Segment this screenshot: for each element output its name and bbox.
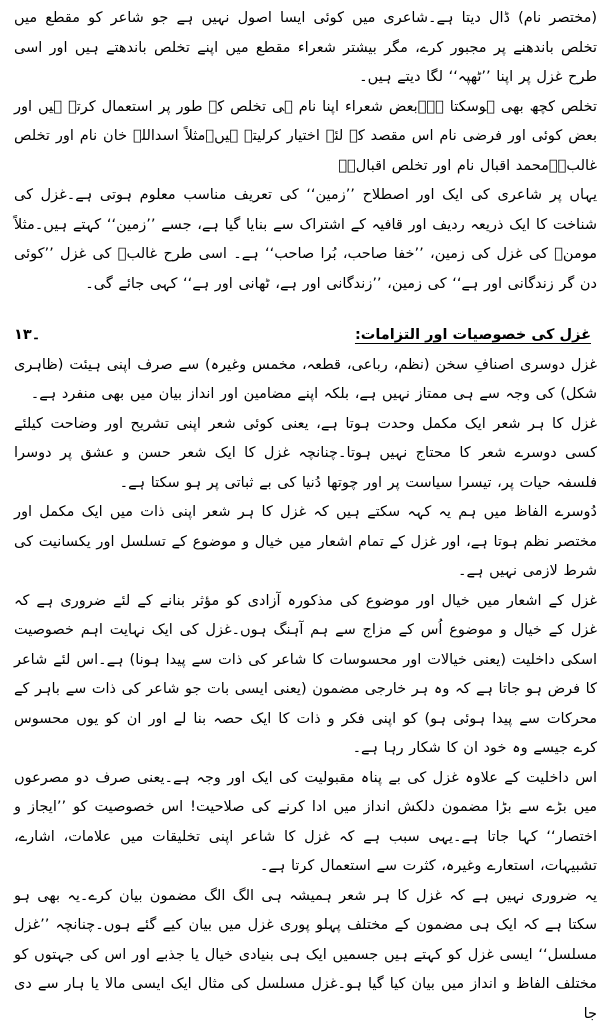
paragraph-ijaz-ikhtisar: اس داخلیت کے علاوہ غزل کی بے پناہ مقبولیت کی ایک اور وجہ ہے۔یعنی صرف دو مصرعوں میں بڑے سے بڑا مضمون دلکش انداز میں ادا کرنے کی صلاحیت! اس خصوصیت کو ’’ایجاز و اختصار‘‘ کہا جاتا ہے۔یہی سبب ہے کہ غزل کا شاعر اپنی تخلیقات میں علامات، اشارے، تشبیہات، استعارے وغیرہ، کثرت سے استعمال کرتا ہے۔ (14, 764, 597, 882)
paragraph-takhallus-examples: تخلص کچھ بھی ہوسکتا ہے۔بعض شعراء اپنا نام ہی تخلص کے طور پر استعمال کرتے ہیں اور بعض کوئی اور فرضی نام اس مقصد کے لئے اختیار کرلیتے ہیں۔مثلاً اسداللہ خان نام اور تخلص غالبؔ۔محمد اقبال نام اور تخلص اقبالؔ۔ (14, 93, 597, 182)
paragraph-ghazal-distinct: غزل دوسری اصنافِ سخن (نظم، رباعی، قطعہ، مخمس وغیرہ) سے صرف اپنی ہیئت (ظاہری شکل) کی وجہ سے ہی ممتاز نہیں ہے، بلکہ اپنے مضامین اور انداز بیان میں بھی منفرد ہے۔ (14, 351, 597, 410)
section-title: غزل کی خصوصیات اور التزامات: (355, 321, 597, 351)
paragraph-ghazal-musalsal: یہ ضروری نہیں ہے کہ غزل کا ہر شعر ہمیشہ ہی الگ الگ مضمون بیان کرے۔یہ بھی ہو سکتا ہے کہ ایک ہی مضمون کے مختلف پہلو پوری غزل میں بیان کیے گئے ہوں۔چنانچہ ’’غزل مسلسل‘‘ ایسی غزل کو کہتے ہیں جسمیں ایک ہی بنیادی خیال یا جذبے اور اس کی جہتوں کو مختلف الفاظ و انداز میں بیان کیا گیا ہو۔غزل مسلسل کی مثال ایک ایسی مالا یا ہار سے دی جا (14, 882, 597, 1029)
section-spacer (14, 299, 597, 321)
section-number: ۱۔۳ (14, 321, 48, 351)
section-heading (14, 321, 597, 351)
paragraph-dakhiliyat: غزل کے اشعار میں خیال اور موضوع کی مذکورہ آزادی کو مؤثر بنانے کے لئے ضروری ہے کہ غزل کے خیال و موضوع اُس کے مزاج سے ہم آہنگ ہوں۔غزل کی ایک نہایت اہم خصوصیت اسکی داخلیت (یعنی خیالات اور محسوسات کا شاعر کی ذات سے پیدا ہونا) ہے۔اس لئے شاعر کا فرض ہو جاتا ہے کہ وہ ہر خارجی مضمون (یعنی ایسی بات جو شاعر کی ذات سے باہر کے محرکات سے پیدا ہوئی ہو) کو اپنی فکر و ذات کا ایک حصہ بنا لے اور ان کو یوں محسوس کرے جیسے وہ خود ان کا شکار رہا ہے۔ (14, 587, 597, 764)
paragraph-takhallus-maqta: (مختصر نام) ڈال دیتا ہے۔شاعری میں کوئی ایسا اصول نہیں ہے جو شاعر کو مقطع میں تخلص باندھنے پر مجبور کرے، مگر بیشتر شعراء مقطع میں اپنے تخلص باندھتے ہیں اور اسی طرح غزل پر اپنا ’’ٹھپہ‘‘ لگا دیتے ہیں۔ (14, 4, 597, 93)
paragraph-complete-poem: دُوسرے الفاظ میں ہم یہ کہہ سکتے ہیں کہ غزل کا ہر شعر اپنی ذات میں ایک مکمل اور مختصر نظم ہوتا ہے، اور غزل کے تمام اشعار میں خیال و موضوع کے تسلسل اور یکسانیت کی شرط لازمی نہیں ہے۔ (14, 498, 597, 587)
paragraph-sher-unity: غزل کا ہر شعر ایک مکمل وحدت ہوتا ہے، یعنی کوئی شعر اپنی تشریح اور وضاحت کیلئے کسی دوسرے شعر کا محتاج نہیں ہوتا۔چنانچہ غزل کا ایک شعر حسن و عشق پر دوسرا فلسفہ حیات پر، تیسرا سیاست پر اور چوتھا دُنیا کی بے ثباتی پر ہو سکتا ہے۔ (14, 410, 597, 499)
document-page (14, 4, 597, 973)
paragraph-zameen-definition: یہاں پر شاعری کی ایک اور اصطلاح ’’زمین‘‘ کی تعریف مناسب معلوم ہوتی ہے۔غزل کی شناخت کا ایک ذریعہ ردیف اور قافیہ کے اشتراک سے بنایا گیا ہے، جسے ’’زمین‘‘ کہتے ہیں۔مثلاً مومنؔ کی غزل کی زمین، ’’خفا صاحب، بُرا صاحب‘‘ ہے۔ اسی طرح غالبؔ کی غزل ’’کوئی دن گر زندگانی اور ہے‘‘ کی زمین، ’’زندگانی اور ہے، ٹھانی اور ہے‘‘ کہی جائے گی۔ (14, 181, 597, 299)
